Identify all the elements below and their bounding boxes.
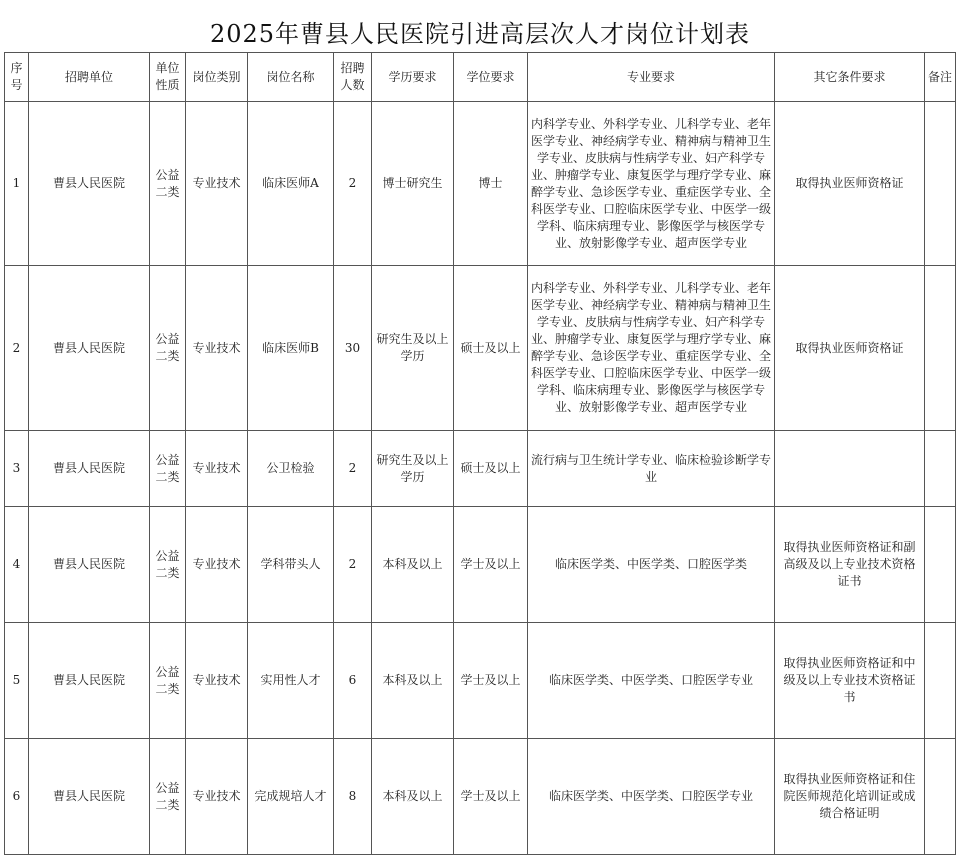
cell-category: 专业技术 xyxy=(186,102,248,266)
cell-post: 公卫检验 xyxy=(248,431,334,507)
cell-count: 2 xyxy=(334,431,372,507)
cell-seq: 6 xyxy=(5,739,29,855)
cell-education: 本科及以上 xyxy=(372,623,454,739)
cell-post: 实用性人才 xyxy=(248,623,334,739)
cell-major: 内科学专业、外科学专业、儿科学专业、老年医学专业、神经病学专业、精神病与精神卫生学专业、皮肤病与性病学专业、妇产科学专业、肿瘤学专业、康复医学与理疗学专业、麻醉学专业、急诊医学专业、重症医学专业、全科医学专业、口腔临床医学专业、中医学一级学科、临床病理专业、影像医学与核医学专业、放射影像学专业、超声医学专业 xyxy=(528,266,775,431)
table-row xyxy=(5,431,956,507)
cell-remark xyxy=(925,431,956,507)
header-remark: 备注 xyxy=(925,53,956,102)
cell-category: 专业技术 xyxy=(186,507,248,623)
cell-unit: 曹县人民医院 xyxy=(29,739,150,855)
cell-degree: 学士及以上 xyxy=(454,507,528,623)
cell-other xyxy=(775,431,925,507)
cell-nature: 公益二类 xyxy=(150,507,186,623)
table-row xyxy=(5,102,956,266)
cell-education: 博士研究生 xyxy=(372,102,454,266)
header-education: 学历要求 xyxy=(372,53,454,102)
cell-seq: 3 xyxy=(5,431,29,507)
cell-unit: 曹县人民医院 xyxy=(29,431,150,507)
cell-count: 30 xyxy=(334,266,372,431)
header-category: 岗位类别 xyxy=(186,53,248,102)
cell-post: 临床医师B xyxy=(248,266,334,431)
cell-degree: 博士 xyxy=(454,102,528,266)
cell-count: 6 xyxy=(334,623,372,739)
cell-unit: 曹县人民医院 xyxy=(29,266,150,431)
cell-remark xyxy=(925,623,956,739)
cell-category: 专业技术 xyxy=(186,431,248,507)
recruitment-plan-table xyxy=(4,52,956,855)
cell-major: 临床医学类、中医学类、口腔医学专业 xyxy=(528,739,775,855)
cell-major: 内科学专业、外科学专业、儿科学专业、老年医学专业、神经病学专业、精神病与精神卫生学专业、皮肤病与性病学专业、妇产科学专业、肿瘤学专业、康复医学与理疗学专业、麻醉学专业、急诊医学专业、重症医学专业、全科医学专业、口腔临床医学专业、中医学一级学科、临床病理专业、影像医学与核医学专业、放射影像学专业、超声医学专业 xyxy=(528,102,775,266)
cell-remark xyxy=(925,507,956,623)
cell-count: 8 xyxy=(334,739,372,855)
cell-other: 取得执业医师资格证和中级及以上专业技术资格证书 xyxy=(775,623,925,739)
cell-count: 2 xyxy=(334,102,372,266)
cell-count: 2 xyxy=(334,507,372,623)
page-title: 2025年曹县人民医院引进高层次人才岗位计划表 xyxy=(209,20,751,48)
cell-other: 取得执业医师资格证和住院医师规范化培训证或成绩合格证明 xyxy=(775,739,925,855)
cell-unit: 曹县人民医院 xyxy=(29,623,150,739)
cell-nature: 公益二类 xyxy=(150,102,186,266)
table-row xyxy=(5,623,956,739)
header-unit: 招聘单位 xyxy=(29,53,150,102)
cell-nature: 公益二类 xyxy=(150,431,186,507)
cell-degree: 学士及以上 xyxy=(454,623,528,739)
cell-remark xyxy=(925,739,956,855)
header-seq: 序号 xyxy=(5,53,29,102)
header-degree: 学位要求 xyxy=(454,53,528,102)
cell-nature: 公益二类 xyxy=(150,739,186,855)
cell-unit: 曹县人民医院 xyxy=(29,507,150,623)
cell-seq: 1 xyxy=(5,102,29,266)
cell-seq: 2 xyxy=(5,266,29,431)
header-row xyxy=(5,53,956,102)
table-row xyxy=(5,507,956,623)
header-count: 招聘人数 xyxy=(334,53,372,102)
cell-other: 取得执业医师资格证 xyxy=(775,102,925,266)
cell-other: 取得执业医师资格证和副高级及以上专业技术资格证书 xyxy=(775,507,925,623)
header-nature: 单位性质 xyxy=(150,53,186,102)
cell-category: 专业技术 xyxy=(186,266,248,431)
cell-seq: 4 xyxy=(5,507,29,623)
cell-degree: 硕士及以上 xyxy=(454,266,528,431)
cell-nature: 公益二类 xyxy=(150,623,186,739)
cell-post: 学科带头人 xyxy=(248,507,334,623)
cell-major: 临床医学类、中医学类、口腔医学类 xyxy=(528,507,775,623)
header-major: 专业要求 xyxy=(528,53,775,102)
cell-remark xyxy=(925,102,956,266)
cell-degree: 学士及以上 xyxy=(454,739,528,855)
table-row xyxy=(5,266,956,431)
cell-education: 研究生及以上学历 xyxy=(372,431,454,507)
cell-major: 临床医学类、中医学类、口腔医学专业 xyxy=(528,623,775,739)
header-other: 其它条件要求 xyxy=(775,53,925,102)
cell-degree: 硕士及以上 xyxy=(454,431,528,507)
cell-nature: 公益二类 xyxy=(150,266,186,431)
cell-education: 研究生及以上学历 xyxy=(372,266,454,431)
cell-major: 流行病与卫生统计学专业、临床检验诊断学专业 xyxy=(528,431,775,507)
cell-education: 本科及以上 xyxy=(372,739,454,855)
cell-remark xyxy=(925,266,956,431)
cell-seq: 5 xyxy=(5,623,29,739)
cell-post: 临床医师A xyxy=(248,102,334,266)
cell-category: 专业技术 xyxy=(186,623,248,739)
cell-education: 本科及以上 xyxy=(372,507,454,623)
cell-unit: 曹县人民医院 xyxy=(29,102,150,266)
header-post: 岗位名称 xyxy=(248,53,334,102)
cell-post: 完成规培人才 xyxy=(248,739,334,855)
cell-category: 专业技术 xyxy=(186,739,248,855)
cell-other: 取得执业医师资格证 xyxy=(775,266,925,431)
table-row xyxy=(5,739,956,855)
